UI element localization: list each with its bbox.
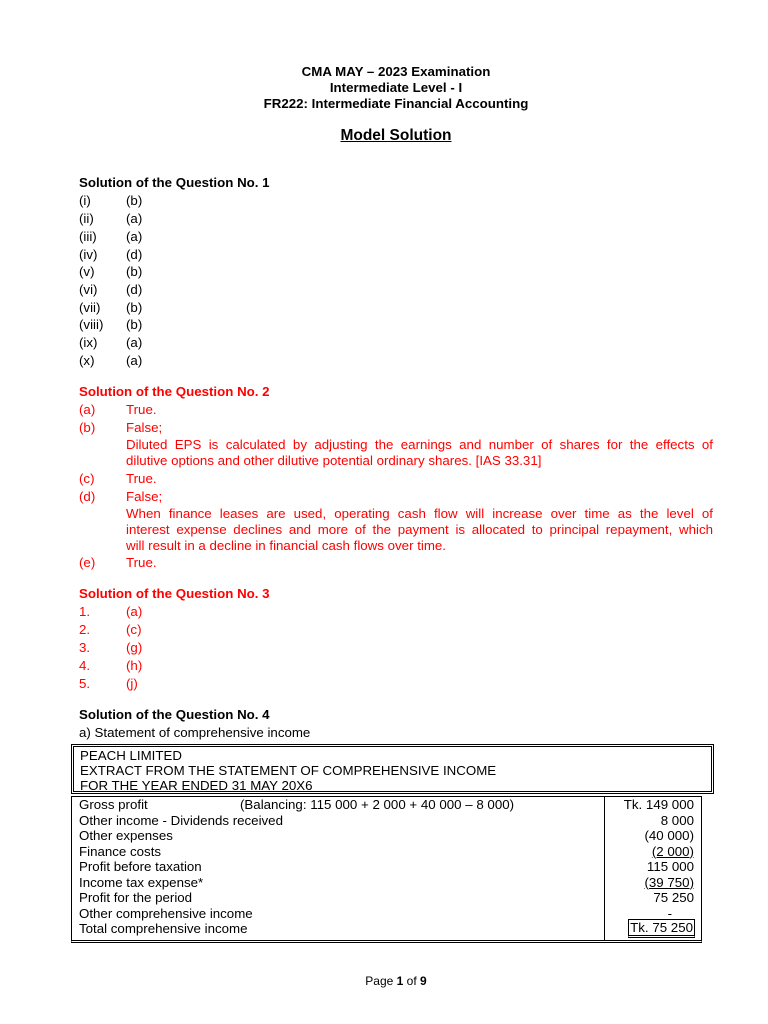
q2-num: (a) [79,402,96,417]
q1-answer: (a) [126,211,143,226]
course-title: FR222: Intermediate Financial Accounting [263,96,529,111]
q3-num: 5. [79,676,91,691]
q1-title: Solution of the Question No. 1 [79,175,270,190]
q1-answer: (b) [126,264,143,279]
q1-num: (vii) [79,300,101,315]
row-label-income-tax: Income tax expense* [79,874,204,890]
row-label-profit-before-tax: Profit before taxation [79,859,202,874]
gross-profit-balancing-note: (Balancing: 115 000 + 2 000 + 40 000 – 8 000) [240,797,515,812]
q1-answer: (a) [126,229,143,244]
q1-num: (viii) [79,317,104,332]
q2-num: (b) [79,420,96,435]
q3-answer: (h) [126,658,143,673]
q1-num: (x) [79,353,95,368]
company-name: PEACH LIMITED [80,748,182,763]
row-value-gross-profit: Tk. 149 000 [623,797,694,812]
statement-header-box [71,744,714,794]
row-label-finance-costs: Finance costs [79,843,162,859]
q1-answer: (d) [126,282,143,297]
row-value-total-comprehensive [628,920,695,936]
q3-answer: (a) [126,604,143,619]
q2-title: Solution of the Question No. 2 [79,384,270,399]
column-divider [604,797,605,940]
row-value-oci: - [667,905,672,921]
q2-num: (e) [79,555,96,570]
page-number: 1 [396,974,404,988]
q2-b-explanation-line1: Diluted EPS is calculated by adjusting the earnings and number of shares for the effects of [126,437,713,452]
row-value-profit-before-tax: 115 000 [646,859,694,874]
statement-title: EXTRACT FROM THE STATEMENT OF COMPREHENSIVE INCOME [80,763,497,778]
q2-answer: False; [126,489,163,504]
q3-num: 3. [79,640,91,655]
row-label-oci: Other comprehensive income [79,905,253,921]
q1-answer: (b) [126,193,143,208]
q1-num: (iii) [79,229,97,244]
q3-num: 4. [79,658,91,673]
row-label-gross-profit: Gross profit [79,797,148,812]
exam-title: CMA MAY – 2023 Examination [301,64,491,79]
q3-answer: (j) [126,676,138,691]
q1-num: (vi) [79,282,98,297]
q4-title: Solution of the Question No. 4 [79,707,270,722]
row-label-profit-for-period: Profit for the period [79,890,193,905]
footer-of: of [403,974,421,988]
q2-answer: False; [126,420,163,435]
q2-num: (d) [79,489,96,504]
row-label-other-income: Other income - Dividends received [79,812,283,828]
q2-answer: True. [126,471,157,486]
q2-answer: True. [126,555,157,570]
q3-num: 1. [79,604,91,619]
q1-answer: (d) [126,247,143,262]
row-value-finance-costs: (2 000) [651,843,694,859]
q1-num: (iv) [79,247,98,262]
q4-subtitle: a) Statement of comprehensive income [79,725,311,740]
q3-answer: (c) [126,622,142,637]
row-value-other-income: 8 000 [660,812,694,828]
q1-num: (ii) [79,211,94,226]
row-label-total-comprehensive: Total comprehensive income [79,921,248,936]
q3-num: 2. [79,622,91,637]
q3-answer: (g) [126,640,143,655]
q1-answer: (b) [126,317,143,332]
exam-level: Intermediate Level - I [329,80,463,95]
q2-d-explanation-line3: will result in a decline in financial cash flows over time. [126,538,447,553]
q1-num: (i) [79,193,91,208]
q1-num: (v) [79,264,95,279]
q2-d-explanation-line1: When finance leases are used, operating cash flow will increase over time as the level of [126,506,713,521]
q1-answer: (a) [126,335,143,350]
total-value-box: Tk. 75 250 [628,919,695,938]
row-label-other-expenses: Other expenses [79,828,173,843]
row-value-income-tax: (39 750) [644,874,694,890]
q2-num: (c) [79,471,95,486]
q2-b-explanation-line2: dilutive options and other dilutive potential ordinary shares. [IAS 33.31] [126,453,542,468]
footer-prefix: Page [365,974,397,988]
q1-answer: (b) [126,300,143,315]
q3-title: Solution of the Question No. 3 [79,586,270,601]
q1-num: (ix) [79,335,98,350]
row-value-profit-for-period: 75 250 [653,890,694,905]
page-total: 9 [420,974,427,988]
row-value-other-expenses: (40 000) [644,828,694,843]
q2-answer: True. [126,402,157,417]
page-footer [0,974,768,988]
statement-period: FOR THE YEAR ENDED 31 MAY 20X6 [80,778,313,793]
q2-d-explanation-line2: interest expense declines and more of the payment is allocated to principal repayment, which [126,522,713,537]
q1-answer: (a) [126,353,143,368]
model-solution-heading: Model Solution [340,127,452,144]
